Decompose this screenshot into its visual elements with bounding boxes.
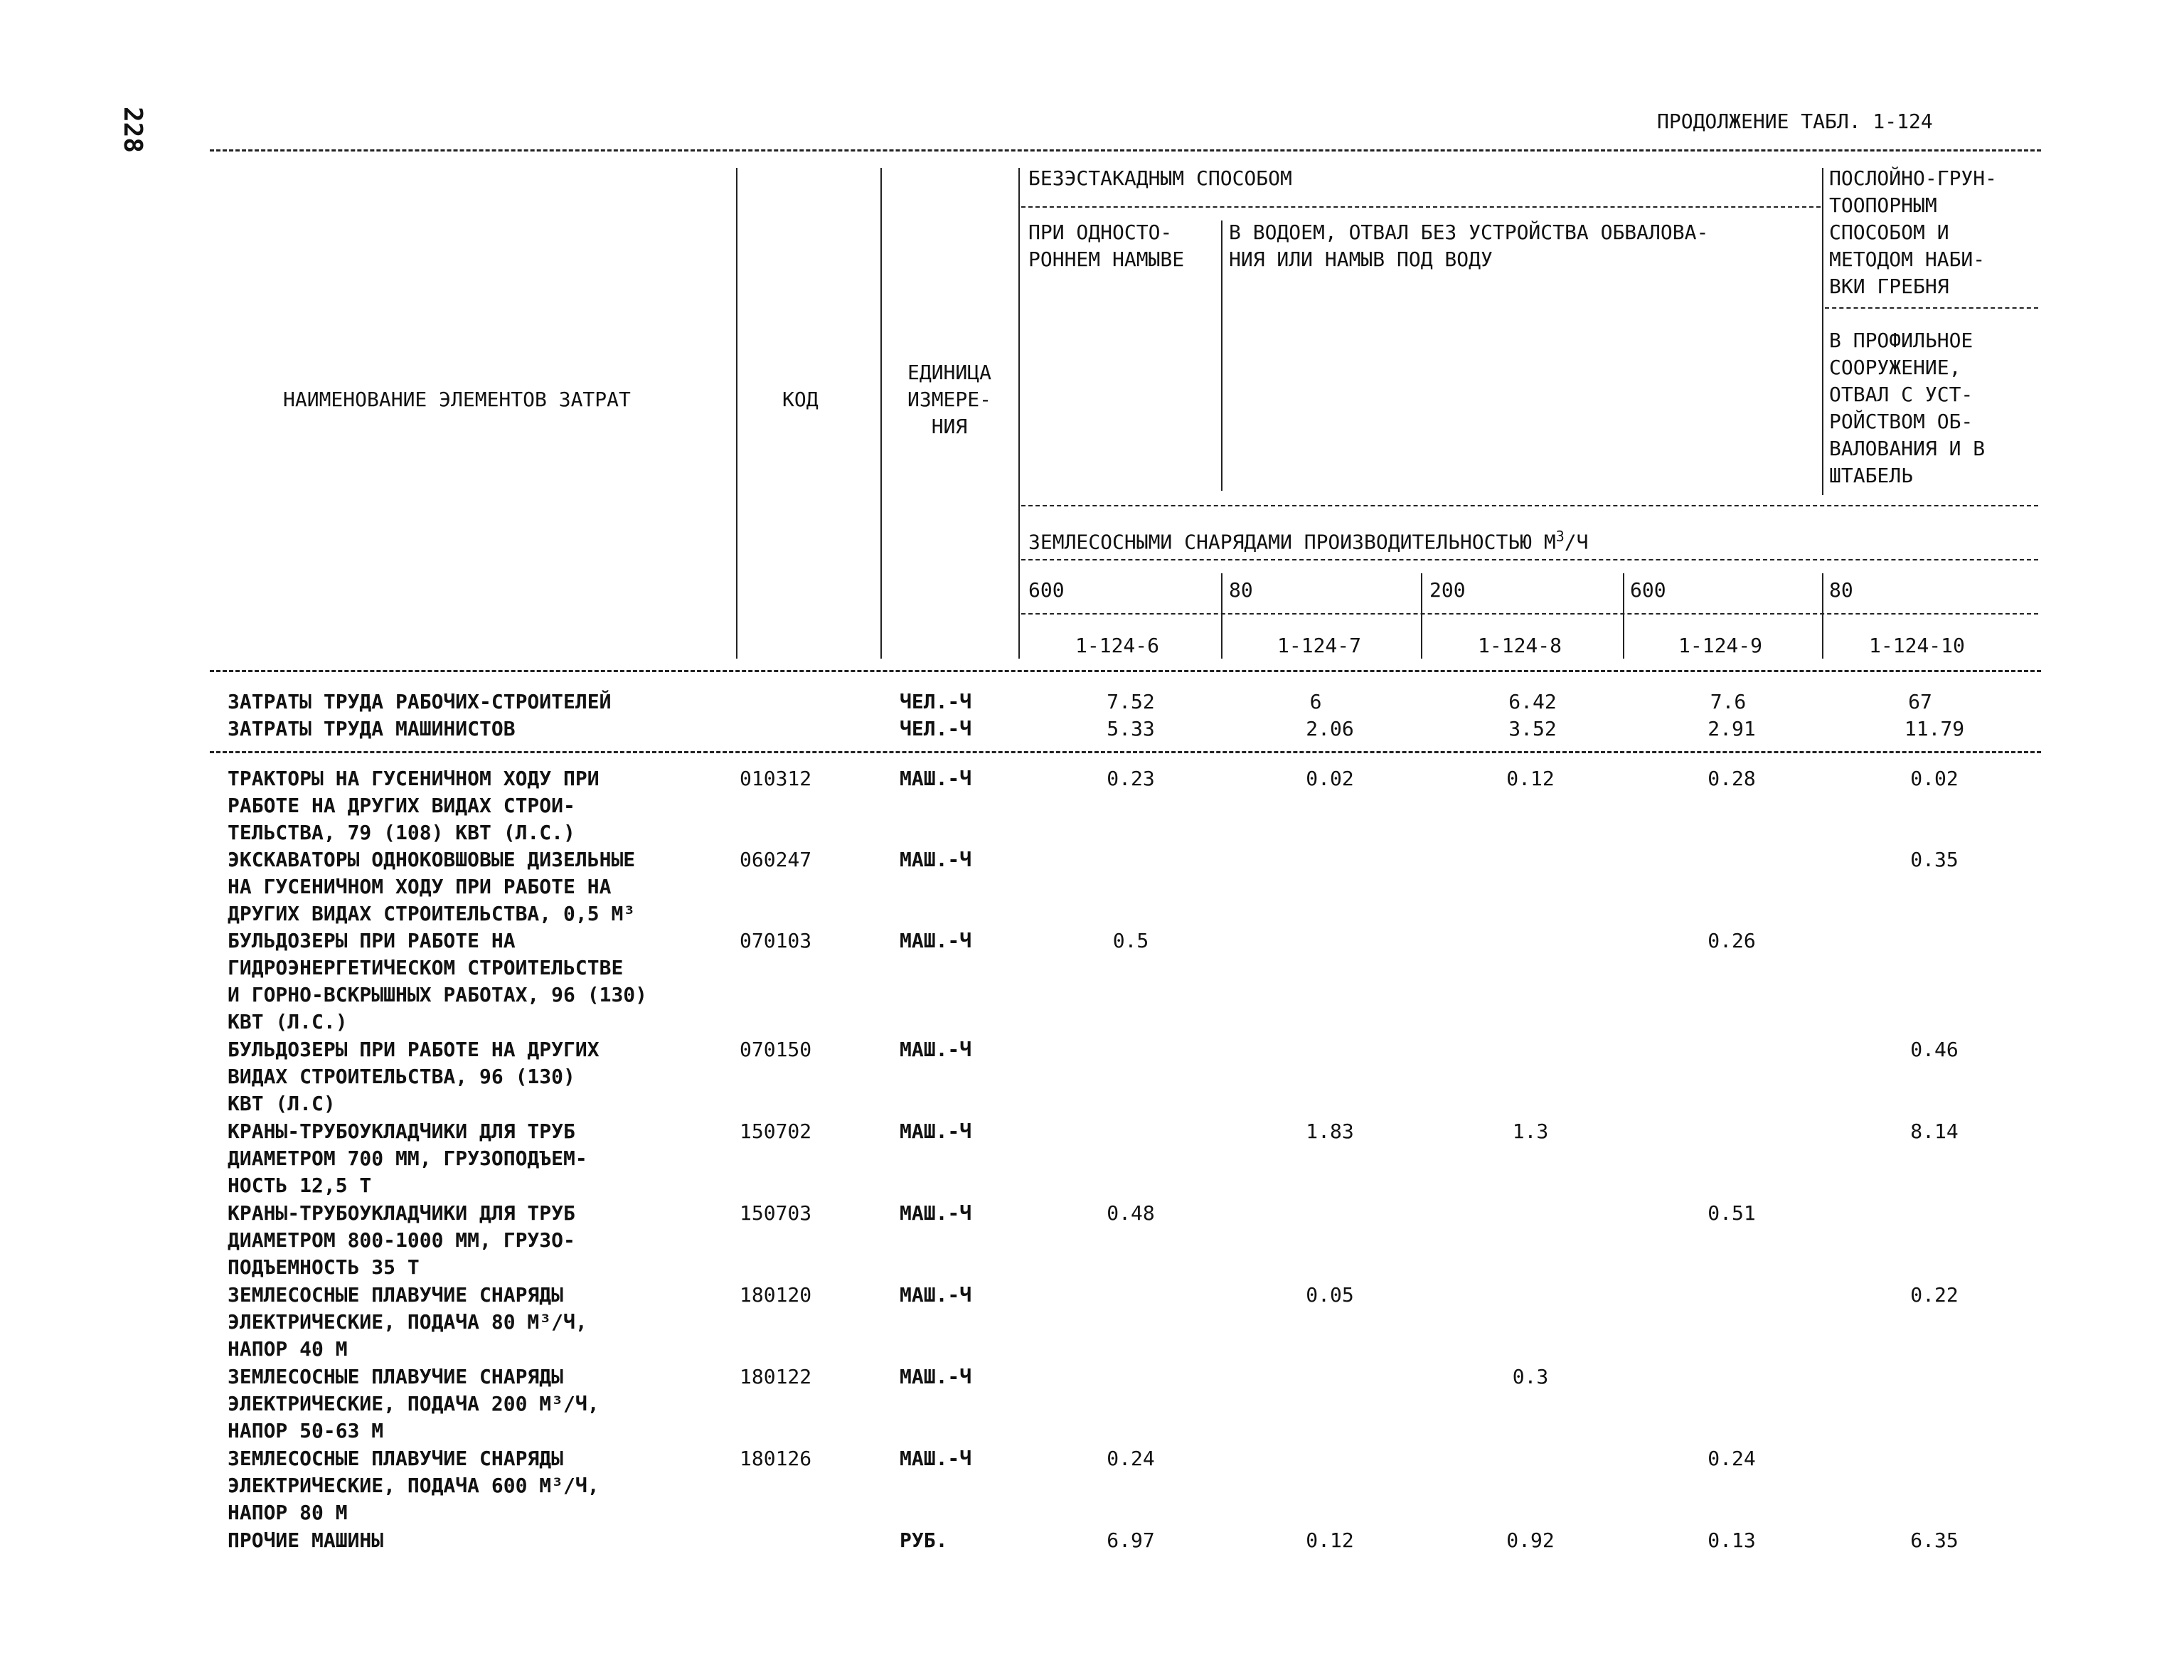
machine-unit: МАШ.-Ч <box>900 929 972 952</box>
machine-name-line: ТЕЛЬСТВА, 79 (108) КВТ (Л.С.) <box>228 821 575 844</box>
labor-2-value: 11.79 <box>1904 717 1965 740</box>
machine-name-line: ВИДАХ СТРОИТЕЛЬСТВА, 96 (130) <box>228 1065 575 1088</box>
col-separator-c1 <box>1221 573 1222 659</box>
machine-name-line: ЭЛЕКТРИЧЕСКИЕ, ПОДАЧА 80 М³/Ч, <box>228 1310 587 1334</box>
machine-name-line: ЭЛЕКТРИЧЕСКИЕ, ПОДАЧА 200 М³/Ч, <box>228 1392 600 1415</box>
capacity-3: 200 <box>1429 578 1466 602</box>
column-code-4: 1-124-9 <box>1678 634 1763 657</box>
column-code-2: 1-124-7 <box>1277 634 1362 657</box>
machine-name-line: ГИДРОЭНЕРГЕТИЧЕСКОМ СТРОИТЕЛЬСТВЕ <box>228 956 624 979</box>
machine-value: 0.02 <box>1306 767 1354 790</box>
machine-name-line: НАПОР 80 М <box>228 1501 348 1524</box>
header-rule-capacity <box>1021 559 2038 560</box>
machine-name-line: КВТ (Л.С.) <box>228 1010 348 1033</box>
machine-name-line: НАПОР 50-63 М <box>228 1419 384 1442</box>
machine-unit: МАШ.-Ч <box>900 1283 972 1307</box>
machine-unit: МАШ.-Ч <box>900 1447 972 1470</box>
machine-unit: МАШ.-Ч <box>900 1120 972 1143</box>
machine-name-line: ДИАМЕТРОМ 700 ММ, ГРУЗОПОДЪЕМ- <box>228 1147 587 1170</box>
labor-2-value: 2.91 <box>1708 717 1756 740</box>
machine-name-line: ПОДЪЕМНОСТЬ 35 Т <box>228 1255 420 1279</box>
machine-value: 0.46 <box>1910 1038 1959 1061</box>
machine-value: 0.24 <box>1107 1447 1155 1470</box>
machine-value: 0.12 <box>1506 767 1555 790</box>
col-separator-sub1 <box>1221 220 1222 491</box>
machine-code: 010312 <box>740 767 812 790</box>
capacity-1: 600 <box>1028 578 1065 602</box>
machine-code: 070103 <box>740 929 812 952</box>
header-dredge: ЗЕМЛЕСОСНЫМИ СНАРЯДАМИ ПРОИЗВОДИТЕЛЬНОСТЬЮ $М^3/Ч$ <box>1028 528 1589 554</box>
col-separator-c2 <box>1421 573 1422 659</box>
machine-value: 0.05 <box>1306 1283 1354 1307</box>
machine-value: 0.24 <box>1708 1447 1756 1470</box>
machine-value: 0.28 <box>1708 767 1756 790</box>
header-rule-method2 <box>1825 307 2038 309</box>
col-separator-method2 <box>1822 168 1823 495</box>
header-sub2: В ВОДОЕМ, ОТВАЛ БЕЗ УСТРОЙСТВА ОБВАЛОВА- НИЯ ИЛИ НАМЫВ ПОД ВОДУ <box>1229 220 1709 271</box>
col-separator-unit <box>1018 168 1020 659</box>
header-rule-dredge <box>1021 505 2038 506</box>
header-unit-col: ЕДИНИЦА ИЗМЕРЕ- НИЯ <box>907 361 991 438</box>
machine-name-line: КРАНЫ-ТРУБОУКЛАДЧИКИ ДЛЯ ТРУБ <box>228 1201 575 1225</box>
machine-value: 0.35 <box>1910 848 1959 871</box>
labor-1-value: 67 <box>1908 690 1932 713</box>
machine-value: 0.12 <box>1306 1529 1354 1552</box>
machine-name-line: БУЛЬДОЗЕРЫ ПРИ РАБОТЕ НА <box>228 929 516 952</box>
header-code-col: КОД <box>782 388 819 411</box>
machine-value: 6.97 <box>1107 1529 1155 1552</box>
machine-code: 180122 <box>740 1365 812 1388</box>
machine-unit: РУБ. <box>900 1529 948 1552</box>
labor-name-1: ЗАТРАТЫ ТРУДА РАБОЧИХ-СТРОИТЕЛЕЙ <box>228 690 612 713</box>
column-code-5: 1-124-10 <box>1869 634 1965 657</box>
machine-value: 0.02 <box>1910 767 1959 790</box>
col-separator-c3 <box>1623 573 1624 659</box>
machine-unit: МАШ.-Ч <box>900 1201 972 1225</box>
machine-name-line: ЗЕМЛЕСОСНЫЕ ПЛАВУЧИЕ СНАРЯДЫ <box>228 1283 564 1307</box>
labor-2-value: 2.06 <box>1306 717 1354 740</box>
labor-1-value: 7.6 <box>1710 690 1747 713</box>
header-method1: БЕЗЭСТАКАДНЫМ СПОСОБОМ <box>1028 166 1292 190</box>
page-number: 228 <box>118 107 147 154</box>
header-bottom-rule <box>210 670 2041 672</box>
machine-code: 180120 <box>740 1283 812 1307</box>
machine-name-line: НА ГУСЕНИЧНОМ ХОДУ ПРИ РАБОТЕ НА <box>228 875 612 898</box>
machine-name-line: ДРУГИХ ВИДАХ СТРОИТЕЛЬСТВА, 0,5 М³ <box>228 902 636 925</box>
column-code-1: 1-124-6 <box>1075 634 1160 657</box>
header-rule-method1 <box>1021 206 1821 208</box>
machine-name-line: НАПОР 40 М <box>228 1337 348 1361</box>
labor-1-value: 7.52 <box>1107 690 1155 713</box>
machine-value: 0.51 <box>1708 1201 1756 1225</box>
machine-value: 0.26 <box>1708 929 1756 952</box>
machine-value: 0.3 <box>1512 1365 1549 1388</box>
capacity-4: 600 <box>1630 578 1666 602</box>
machine-name-line: РАБОТЕ НА ДРУГИХ ВИДАХ СТРОИ- <box>228 794 575 817</box>
labor-2-value: 3.52 <box>1508 717 1557 740</box>
labor-unit-1: ЧЕЛ.-Ч <box>900 690 972 713</box>
machine-name-line: КРАНЫ-ТРУБОУКЛАДЧИКИ ДЛЯ ТРУБ <box>228 1120 575 1143</box>
header-rule-codes <box>1021 613 2038 615</box>
machine-name-line: ЭЛЕКТРИЧЕСКИЕ, ПОДАЧА 600 М³/Ч, <box>228 1474 600 1497</box>
labor-2-value: 5.33 <box>1107 717 1155 740</box>
col-separator-c4 <box>1822 573 1823 659</box>
machine-code: 150703 <box>740 1201 812 1225</box>
machine-code: 150702 <box>740 1120 812 1143</box>
machine-unit: МАШ.-Ч <box>900 767 972 790</box>
machine-value: 0.48 <box>1107 1201 1155 1225</box>
machine-unit: МАШ.-Ч <box>900 1365 972 1388</box>
machine-name-line: И ГОРНО-ВСКРЫШНЫХ РАБОТАХ, 96 (130) <box>228 983 648 1006</box>
header-sub3: В ПРОФИЛЬНОЕ СООРУЖЕНИЕ, ОТВАЛ С УСТ- РОЙСТВОМ ОБ- ВАЛОВАНИЯ И В ШТАБЕЛЬ <box>1829 329 1986 487</box>
machine-name-line: НОСТЬ 12,5 Т <box>228 1174 372 1197</box>
machine-name-line: ДИАМЕТРОМ 800-1000 ММ, ГРУЗО- <box>228 1228 575 1252</box>
labor-unit-2: ЧЕЛ.-Ч <box>900 717 972 740</box>
machine-name-line: БУЛЬДОЗЕРЫ ПРИ РАБОТЕ НА ДРУГИХ <box>228 1038 600 1061</box>
machine-value: 0.5 <box>1112 929 1149 952</box>
capacity-2: 80 <box>1229 578 1253 602</box>
machine-code: 070150 <box>740 1038 812 1061</box>
header-sub1: ПРИ ОДНОСТО- РОННЕМ НАМЫВЕ <box>1028 220 1185 271</box>
capacity-5: 80 <box>1829 578 1853 602</box>
machine-value: 0.23 <box>1107 767 1155 790</box>
machine-value: 0.92 <box>1506 1529 1555 1552</box>
machine-name-line: ЗЕМЛЕСОСНЫЕ ПЛАВУЧИЕ СНАРЯДЫ <box>228 1365 564 1388</box>
machine-value: 1.83 <box>1306 1120 1354 1143</box>
column-code-3: 1-124-8 <box>1478 634 1562 657</box>
machine-value: 0.13 <box>1708 1529 1756 1552</box>
labor-1-value: 6.42 <box>1508 690 1557 713</box>
machine-name-line: ПРОЧИЕ МАШИНЫ <box>228 1529 384 1552</box>
machine-value: 8.14 <box>1910 1120 1959 1143</box>
machine-name-line: КВТ (Л.С) <box>228 1092 336 1115</box>
machine-code: 060247 <box>740 848 812 871</box>
machine-name-line: ЗЕМЛЕСОСНЫЕ ПЛАВУЧИЕ СНАРЯДЫ <box>228 1447 564 1470</box>
machine-value: 0.22 <box>1910 1283 1959 1307</box>
labor-name-2: ЗАТРАТЫ ТРУДА МАШИНИСТОВ <box>228 717 516 740</box>
machine-code: 180126 <box>740 1447 812 1470</box>
labor-bottom-rule <box>210 751 2041 753</box>
machine-unit: МАШ.-Ч <box>900 1038 972 1061</box>
header-name-col: НАИМЕНОВАНИЕ ЭЛЕМЕНТОВ ЗАТРАТ <box>283 388 631 411</box>
header-method2: ПОСЛОЙНО-ГРУН- ТООПОРНЫМ СПОСОБОМ И МЕТОДОМ НАБИ- ВКИ ГРЕБНЯ <box>1829 166 1998 298</box>
top-rule <box>210 149 2041 151</box>
machine-name-line: ТРАКТОРЫ НА ГУСЕНИЧНОМ ХОДУ ПРИ <box>228 767 600 790</box>
machine-unit: МАШ.-Ч <box>900 848 972 871</box>
machine-value: 6.35 <box>1910 1529 1959 1552</box>
continuation-title: ПРОДОЛЖЕНИЕ ТАБЛ. 1-124 <box>1657 110 1933 133</box>
machine-name-line: ЭКСКАВАТОРЫ ОДНОКОВШОВЫЕ ДИЗЕЛЬНЫЕ <box>228 848 636 871</box>
labor-1-value: 6 <box>1309 690 1322 713</box>
col-separator-name <box>736 168 737 659</box>
machine-value: 1.3 <box>1512 1120 1549 1143</box>
